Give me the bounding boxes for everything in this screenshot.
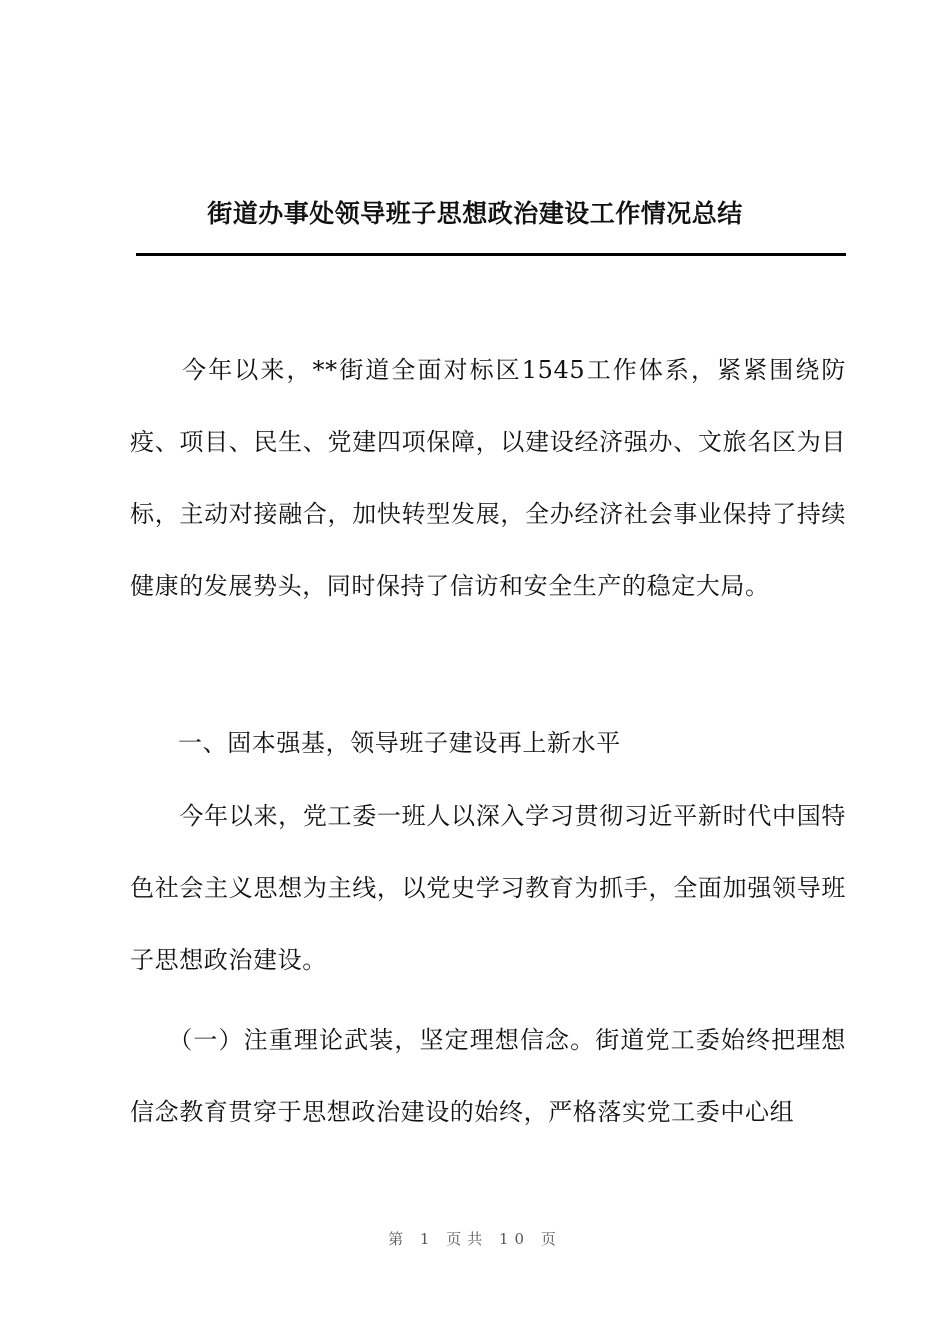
subsection-1-paragraph: （一）注重理论武装，坚定理想信念。街道党工委始终把理想信念教育贯穿于思想政治建设的始终，严格落实党工委中心组 (130, 1026, 846, 1126)
document-title: 街道办事处领导班子思想政治建设工作情况总结 (207, 199, 743, 228)
page-number-footer: 第 1 页共 10 页 (388, 1230, 562, 1248)
section-heading-1: 一、固本强基，领导班子建设再上新水平 (178, 729, 621, 757)
section-1-paragraph: 今年以来，党工委一班人以深入学习贯彻习近平新时代中国特色社会主义思想为主线，以党史学习教育为抓手，全面加强领导班子思想政治建设。 (130, 802, 846, 974)
title-underline (136, 253, 846, 256)
intro-paragraph: 今年以来，**街道全面对标区1545工作体系，紧紧围绕防疫、项目、民生、党建四项保障，以建设经济强办、文旅名区为目标，主动对接融合，加快转型发展，全办经济社会事业保持了持续健康的发展势头，同时保持了信访和安全生产的稳定大局。 (130, 356, 846, 600)
